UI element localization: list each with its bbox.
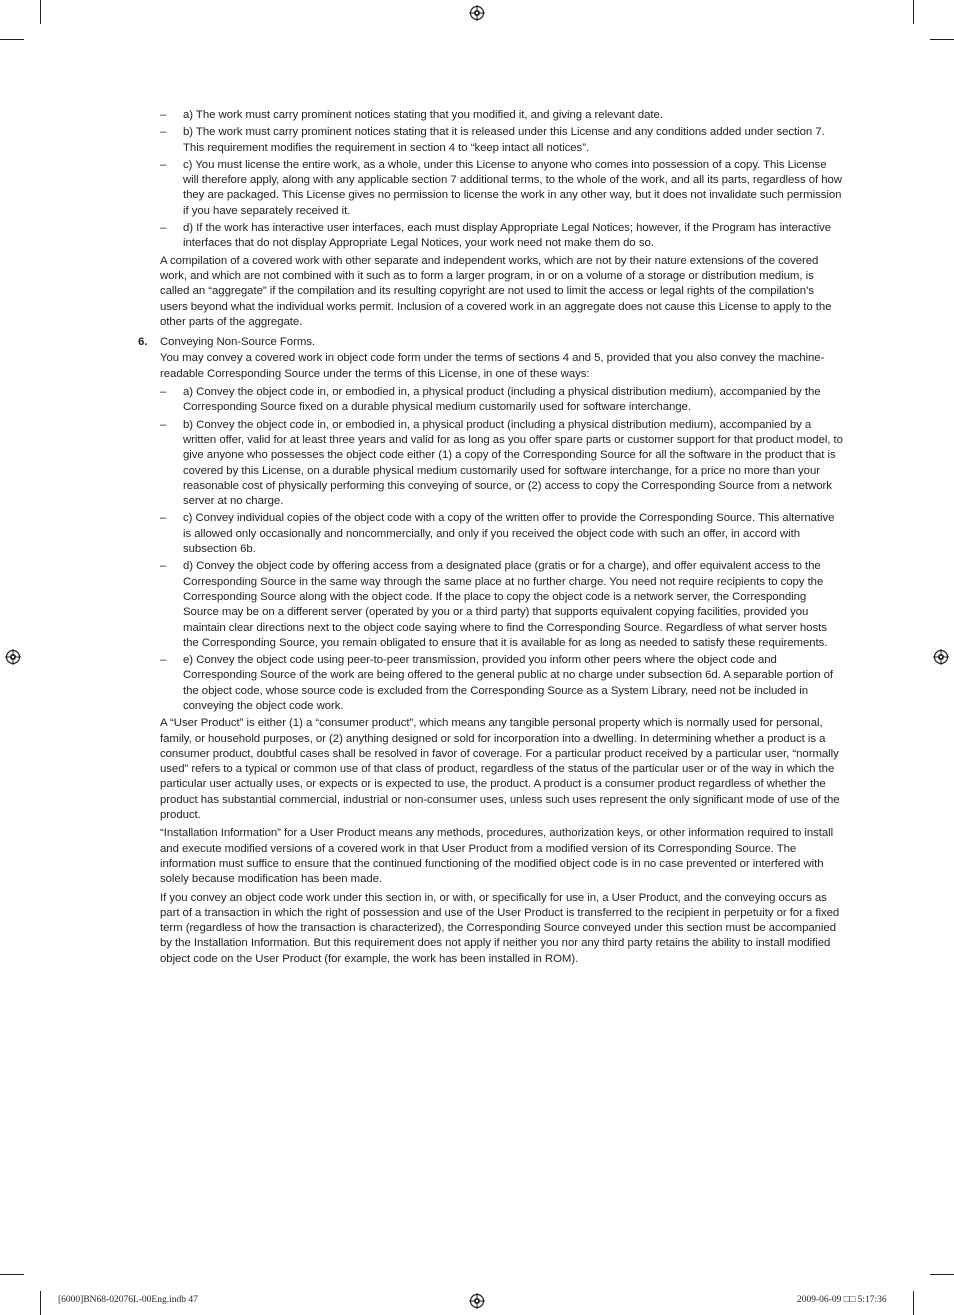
- list-item: [160, 158, 844, 219]
- list-item-text: c) You must license the entire work, as a whole, under this License to anyone who comes into possession of a copy. This License will therefore apply, along with any applicable section 7 additional terms, to the whole of the work, and all its parts, regardless of how they are packaged. This License gives no permission to license the work in any other way, but it does not invalidate such permission if you have separately received it.: [183, 158, 842, 217]
- list-item-text: a) The work must carry prominent notices stating that you modified it, and giving a relevant date.: [183, 109, 663, 121]
- bullet-dash: –: [160, 158, 167, 171]
- crop-mark-top-right-vertical: [913, 0, 914, 24]
- footer-datetime: 2009-06-09 □□ 5:17:36: [797, 1295, 887, 1305]
- section-number: 6.: [138, 336, 148, 349]
- list-item-text: a) Convey the object code in, or embodied in, a physical product (including a physical distribution medium), accompanied by the Corresponding Source fixed on a durable physical medium customarily used for software interchange.: [183, 386, 821, 414]
- bullet-dash: –: [160, 512, 167, 525]
- conveying-paragraph: If you convey an object code work under this section in, or with, or specifically for use in, a User Product, and the conveying occurs as part of a transaction in which the right of possession and use of the User Product is transferred to the recipient in perpetuity or for a fixed term (regardless of how the transaction is characterized), the Corresponding Source conveyed under this section must be accompanied by the Installation Information. But this requirement does not apply if neither you nor any third party retains the ability to install modified object code on the User Product (for example, the work has been installed in ROM).: [160, 891, 840, 965]
- list-item-text: b) Convey the object code in, or embodied in, a physical product (including a physical distribution medium), accompanied by a written offer, valid for at least three years and valid for as long as you offer spare parts or customer support for that product model, to give anyone who possesses the object code either (1) a copy of the Corresponding Source for all the software in the product that is covered by this License, on a durable physical medium customarily used for software interchange, for a price no more than your reasonable cost of physically performing this conveying of source, or (2) access to copy the Corresponding Source from a network server at no charge.: [183, 418, 843, 508]
- crop-mark-bottom-left-horizontal: [0, 1274, 24, 1275]
- list-item-text: e) Convey the object code using peer-to-peer transmission, provided you inform other peers where the object code and Corresponding Source of the work are being offered to the general public at no charge under subsection 6d. A separable portion of the object code, whose source code is excluded from the Corresponding Source as a System Library, need not be included in conveying the object code work.: [183, 654, 834, 712]
- aggregate-paragraph: A compilation of a covered work with other separate and independent works, which are not by their nature extensions of the covered work, and which are not combined with it such as to form a larger program, in or on a volume of a storage or distribution medium, is called an “aggregate” if the compilation and its resulting copyright are not used to limit the access or legal rights of the compilation’s users beyond what the individual works permit. Inclusion of a covered work in an aggregate does not cause this License to apply to the other parts of the aggregate.: [160, 254, 832, 328]
- bullet-dash: –: [160, 126, 167, 139]
- list-item-text: b) The work must carry prominent notices stating that it is released under this License and any conditions added under section 7. This requirement modifies the requirement in section 4 to “keep intact all notices”.: [183, 126, 825, 154]
- crop-mark-bottom-right-horizontal: [930, 1274, 954, 1275]
- list-item: [160, 653, 844, 714]
- list-item: [160, 221, 844, 252]
- section-title: Conveying Non-Source Forms.: [160, 336, 316, 349]
- crop-mark-top-left-horizontal: [0, 39, 24, 40]
- list-item-text: d) Convey the object code by offering access from a designated place (gratis or for a charge), and offer equivalent access to the Corresponding Source in the same way through the same place at no further charge. You need not require recipients to copy the Corresponding Source along with the object code. If the place to copy the object code is a network server, the Corresponding Source may be on a different server (operated by you or a third party) that supports equivalent copying facilities, provided you maintain clear directions next to the object code saying where to find the Corresponding Source. Regardless of what server hosts the Corresponding Source, you remain obligated to ensure that it is available for as long as needed to satisfy these requirements.: [183, 560, 828, 649]
- footer-file-label: [6000]BN68-02076L-00Eng.indb 47: [58, 1295, 198, 1305]
- crop-mark-bottom-left-vertical: [40, 1291, 41, 1315]
- bullet-dash: –: [160, 418, 167, 431]
- bullet-dash: –: [160, 109, 167, 121]
- list-item-text: d) If the work has interactive user interfaces, each must display Appropriate Legal Notices; however, if the Program has interactive interfaces that do not display Appropriate Legal Notices, your work need not make them do so.: [183, 222, 832, 250]
- registration-mark-icon: [933, 649, 949, 665]
- section-6: [138, 335, 844, 967]
- installation-information-paragraph: “Installation Information” for a User Product means any methods, procedures, authorization keys, or other information required to install and execute modified versions of a covered work in that User Product from a modified version of its Corresponding Source. The information must suffice to ensure that the continued functioning of the modified object code is in no case prevented or interfered with solely because modification has been made.: [160, 827, 834, 886]
- crop-mark-top-left-vertical: [40, 0, 41, 24]
- crop-mark-bottom-right-vertical: [913, 1291, 914, 1315]
- list-item: [160, 125, 844, 156]
- list-item: [160, 418, 844, 510]
- bullet-dash: –: [160, 560, 167, 573]
- registration-mark-icon: [5, 649, 21, 665]
- list-item: [160, 511, 844, 557]
- license-text-body: [138, 108, 844, 970]
- list-item: [160, 559, 844, 651]
- section-intro: You may convey a covered work in object code form under the terms of sections 4 and 5, provided that you also convey the machine-readable Corresponding Source under the terms of this License, in one of these ways:: [160, 352, 825, 380]
- registration-mark-icon: [469, 1293, 485, 1309]
- list-item: [160, 385, 844, 416]
- bullet-dash: –: [160, 654, 167, 667]
- bullet-dash: –: [160, 222, 167, 235]
- user-product-paragraph: A “User Product” is either (1) a “consumer product”, which means any tangible personal property which is normally used for personal, family, or household purposes, or (2) anything designed or sold for incorporation into a dwelling. In determining whether a product is a consumer product, doubtful cases shall be resolved in favor of coverage. For a particular product received by a particular user, “normally used” refers to a typical or common use of that class of product, regardless of the status of the particular user or of the way in which the particular user actually uses, or expects or is expected to use, the product. A product is a consumer product regardless of whether the product has substantial commercial, industrial or non-consumer uses, unless such uses represent the only significant mode of use of the product.: [160, 717, 840, 822]
- bullet-dash: –: [160, 386, 167, 399]
- list-item-text: c) Convey individual copies of the object code with a copy of the written offer to provide the Corresponding Source. This alternative is allowed only occasionally and noncommercially, and only if you received the object code with such an offer, in accord with subsection 6b.: [183, 512, 835, 556]
- registration-mark-icon: [469, 5, 485, 21]
- list-item: [160, 108, 844, 123]
- crop-mark-top-right-horizontal: [930, 39, 954, 40]
